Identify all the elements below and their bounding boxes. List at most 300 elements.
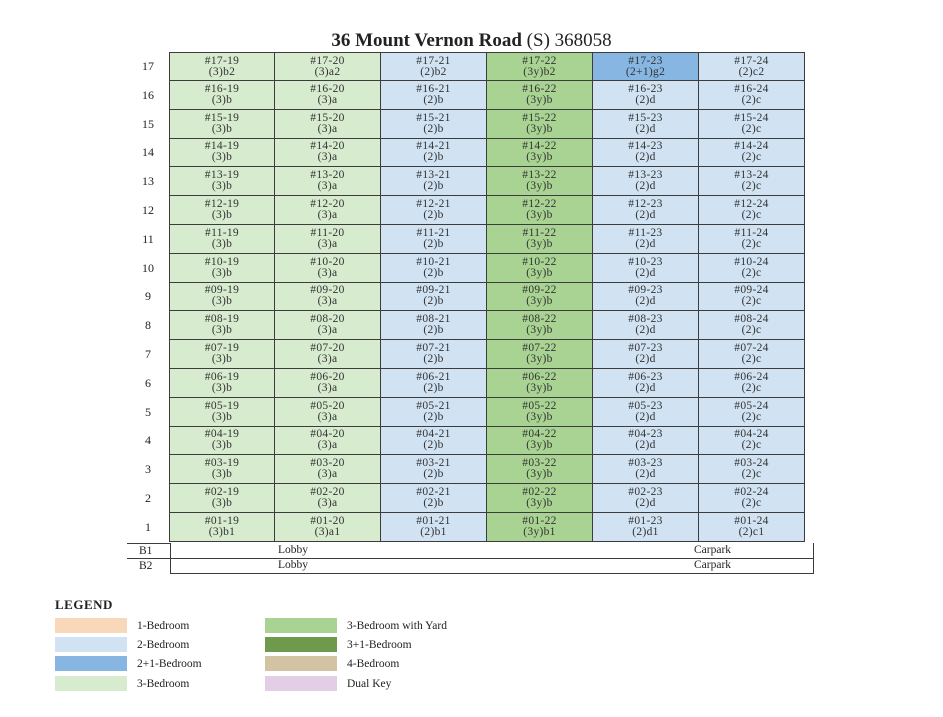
unit-number: #11-19 [205,226,239,239]
unit-number: #13-20 [310,169,345,182]
unit-type: (3y)b [526,237,553,250]
unit-cell [275,398,381,427]
unit-number: #05-21 [416,399,451,412]
unit-type: (2)c [741,381,762,394]
unit-type: (2)b [423,180,444,193]
floor-label: 7 [145,347,151,362]
legend-label: Dual Key [347,677,392,690]
unit-number: #14-24 [734,140,769,153]
unit-type: (2)c2 [738,65,765,78]
title-name: 36 Mount Vernon Road [331,30,522,51]
unit-type: (3)a [317,180,338,193]
unit-type: (2)b [423,410,444,423]
unit-number: #14-20 [310,140,345,153]
floor-row [127,81,805,110]
unit-number: #11-24 [734,226,769,239]
unit-cell [487,311,593,340]
legend-swatch [265,637,337,652]
unit-type: (2)d [635,122,656,135]
unit-type: (2)c [741,180,762,193]
unit-cell [593,139,699,168]
unit-cell [593,110,699,139]
unit-number: #11-23 [628,226,663,239]
floor-row [127,369,805,398]
unit-cell [381,484,487,513]
unit-type: (3)b [211,497,233,510]
unit-cell [275,52,381,81]
unit-type: (2)b [423,93,444,106]
unit-cell [593,455,699,484]
unit-cell [275,340,381,369]
unit-type: (3)b [211,295,233,308]
unit-type: (3)a [317,151,338,164]
unit-cell [381,369,487,398]
floor-row [127,398,805,427]
unit-type: (2)b [423,497,444,510]
unit-number: #12-23 [628,198,663,211]
unit-type: (3)b [211,93,233,106]
unit-cell [487,167,593,196]
unit-cell [381,139,487,168]
unit-number: #08-19 [204,313,240,326]
unit-type: (2)b [423,295,444,308]
unit-cell [593,427,699,456]
unit-cell [169,484,275,513]
unit-type: (3)b [211,468,233,481]
unit-type: (3y)b [526,439,553,452]
floor-row [127,513,805,542]
unit-number: #14-21 [416,140,451,153]
unit-number: #01-24 [734,514,769,527]
unit-number: #07-20 [310,342,345,355]
unit-cell [169,427,275,456]
unit-number: #05-24 [734,399,769,412]
unit-type: (3)a [317,324,338,337]
unit-number: #17-22 [522,54,557,67]
unit-type: (2)d [635,324,656,337]
floor-label: 11 [142,231,154,246]
unit-cell [593,398,699,427]
unit-type: (3y)b [526,410,553,423]
unit-cell [381,52,487,81]
unit-number: #12-19 [204,198,240,211]
floor-row [127,484,805,513]
unit-number: #03-20 [310,457,345,470]
unit-number: #02-22 [522,486,557,499]
unit-cell [381,427,487,456]
floor-label: 8 [145,318,151,333]
unit-type: (2)d [635,237,656,250]
unit-number: #07-23 [628,342,663,355]
unit-cell [169,139,275,168]
unit-number: #17-23 [628,54,663,67]
unit-type: (2)b2 [420,65,447,78]
unit-cell [275,167,381,196]
unit-number: #01-21 [416,514,451,527]
unit-type: (3)a [317,93,338,106]
divider [127,558,171,559]
unit-type: (3)a [317,209,338,222]
unit-cell [593,340,699,369]
unit-number: #15-24 [734,111,769,124]
unit-cell [169,167,275,196]
title-district: (S) [526,30,550,51]
unit-cell [275,427,381,456]
floor-label: 5 [145,404,151,419]
unit-cell [169,110,275,139]
legend-item [265,676,391,691]
unit-type: (2)c [741,410,762,423]
unit-cell [699,455,805,484]
unit-cell [593,484,699,513]
unit-type: (3y)b1 [523,525,556,538]
unit-number: #13-21 [416,169,451,182]
unit-type: (2)d [635,151,656,164]
unit-number: #07-19 [204,342,240,355]
legend-swatch [265,676,337,691]
unit-cell [381,254,487,283]
unit-number: #02-23 [628,486,663,499]
unit-cell [593,254,699,283]
unit-type: (3)a [317,381,338,394]
legend-label: 2+1-Bedroom [137,657,202,670]
floor-row [127,283,805,312]
legend-swatch [55,656,127,671]
unit-number: #03-24 [734,457,769,470]
unit-type: (3)a [317,353,338,366]
unit-type: (2)c [741,295,762,308]
unit-cell [593,167,699,196]
unit-type: (2)b [423,122,444,135]
unit-type: (2)d [635,497,656,510]
unit-number: #04-24 [734,428,769,441]
unit-type: (2)b [423,353,444,366]
unit-number: #13-24 [734,169,769,182]
unit-number: #10-22 [522,255,557,268]
unit-number: #01-20 [310,514,345,527]
unit-cell [699,225,805,254]
unit-number: #05-19 [204,399,240,412]
legend-label: 1-Bedroom [137,619,190,632]
unit-cell [275,513,381,542]
unit-cell [381,225,487,254]
unit-number: #03-21 [416,457,451,470]
unit-cell [169,311,275,340]
unit-number: #10-24 [734,255,769,268]
unit-cell [381,311,487,340]
unit-number: #17-24 [734,54,769,67]
unit-cell [699,167,805,196]
divider [127,543,171,544]
unit-type: (3)a [317,237,338,250]
unit-type: (2)d [635,439,656,452]
unit-type: (2)b [423,151,444,164]
unit-type: (2)d [635,468,656,481]
unit-cell [487,513,593,542]
unit-cell [169,369,275,398]
unit-number: #08-24 [734,313,769,326]
unit-cell [381,110,487,139]
unit-type: (2)b [423,266,444,279]
unit-cell [699,254,805,283]
unit-number: #17-21 [416,54,451,67]
unit-number: #09-24 [734,284,769,297]
unit-number: #06-23 [628,370,663,383]
unit-number: #03-23 [628,457,663,470]
unit-type: (3y)b [526,381,553,394]
unit-cell [487,340,593,369]
basement-lobby: Lobby [278,559,309,571]
floor-label: 2 [145,491,151,506]
unit-number: #07-22 [522,342,557,355]
unit-cell [699,196,805,225]
legend-swatch [55,618,127,633]
unit-cell [487,225,593,254]
floor-row [127,52,805,81]
unit-type: (2)d [635,209,656,222]
unit-cell [699,513,805,542]
unit-cell [275,283,381,312]
unit-number: #10-21 [416,255,451,268]
unit-type: (2)b [423,324,444,337]
unit-type: (3y)b [526,93,553,106]
unit-cell [381,398,487,427]
legend-label: 3-Bedroom [137,677,190,690]
legend-item [265,618,447,633]
unit-number: #13-22 [522,169,557,182]
unit-cell [487,455,593,484]
unit-number: #10-23 [628,255,663,268]
floor-label: 13 [142,174,154,189]
unit-type: (3)b [211,209,233,222]
unit-number: #03-22 [522,457,557,470]
unit-cell [593,311,699,340]
floor-row [127,225,805,254]
basement-carpark: Carpark [694,544,732,556]
unit-number: #10-20 [310,255,345,268]
unit-number: #02-19 [204,486,240,499]
unit-number: #06-21 [416,370,451,383]
unit-type: (3y)b [526,353,553,366]
floor-row [127,110,805,139]
legend-label: 2-Bedroom [137,638,190,651]
legend-item [55,676,189,691]
unit-number: #04-20 [310,428,345,441]
unit-type: (2)d [635,180,656,193]
unit-number: #15-21 [416,111,451,124]
unit-type: (3)b [211,151,233,164]
floor-row [127,254,805,283]
legend-label: 3-Bedroom with Yard [347,619,447,632]
unit-number: #16-20 [310,82,345,95]
title-postal: 368058 [554,30,612,51]
unit-number: #02-21 [416,486,451,499]
unit-cell [275,254,381,283]
unit-cell [593,81,699,110]
floor-row [127,311,805,340]
unit-type: (3)b [211,410,233,423]
legend-swatch [55,676,127,691]
legend-label: 4-Bedroom [347,657,400,670]
unit-type: (2)d1 [632,525,659,538]
floor-label: 10 [142,260,154,275]
unit-number: #17-19 [204,54,240,67]
unit-type: (2+1)g2 [625,65,666,78]
unit-cell [275,110,381,139]
basement-row-b1 [127,543,814,559]
unit-type: (2)b [423,381,444,394]
unit-number: #14-23 [628,140,663,153]
unit-cell [699,340,805,369]
unit-cell [487,427,593,456]
unit-cell [275,311,381,340]
unit-type: (3y)b [526,122,553,135]
unit-cell [487,81,593,110]
unit-cell [487,254,593,283]
unit-cell [169,254,275,283]
unit-number: #12-22 [522,198,557,211]
unit-cell [169,513,275,542]
unit-cell [381,455,487,484]
unit-cell [169,283,275,312]
unit-number: #12-21 [416,198,451,211]
unit-cell [381,513,487,542]
unit-number: #14-22 [522,140,557,153]
unit-number: #07-21 [416,342,451,355]
unit-type: (3)a [317,410,338,423]
unit-cell [593,369,699,398]
unit-number: #09-19 [204,284,240,297]
unit-number: #01-23 [628,514,663,527]
unit-type: (2)b1 [420,525,447,538]
unit-type: (3)b [211,324,233,337]
floor-row [127,139,805,168]
unit-number: #06-22 [522,370,557,383]
unit-type: (3)b [211,353,233,366]
unit-type: (3y)b [526,324,553,337]
unit-number: #14-19 [204,140,240,153]
floor-label: 9 [145,289,151,304]
unit-type: (2)d [635,93,656,106]
unit-cell [381,196,487,225]
unit-type: (3)a [317,122,338,135]
unit-number: #06-20 [310,370,345,383]
unit-number: #16-24 [734,82,769,95]
floor-label: 16 [142,87,154,102]
legend-title: LEGEND [55,597,113,612]
floor-label: 3 [145,462,151,477]
unit-cell [699,139,805,168]
unit-cell [169,196,275,225]
unit-type: (2)b [423,237,444,250]
unit-number: #12-20 [310,198,345,211]
unit-number: #06-19 [204,370,240,383]
unit-number: #04-22 [522,428,557,441]
unit-number: #09-20 [310,284,345,297]
unit-cell [699,110,805,139]
unit-type: (2)c [741,122,762,135]
unit-type: (3)b [211,439,233,452]
unit-type: (2)d [635,410,656,423]
unit-cell [699,398,805,427]
unit-cell [699,369,805,398]
unit-number: #09-22 [522,284,557,297]
unit-cell [275,81,381,110]
basement-lobby: Lobby [278,544,309,556]
unit-number: #12-24 [734,198,769,211]
unit-number: #05-22 [522,399,557,412]
floor-label: 15 [142,116,154,131]
unit-number: #15-20 [310,111,345,124]
floor-label: 4 [145,433,151,448]
unit-cell [169,455,275,484]
unit-cell [593,225,699,254]
unit-number: #16-22 [522,82,557,95]
unit-type: (3y)b [526,266,553,279]
unit-number: #15-23 [628,111,663,124]
floor-label: 1 [145,519,151,534]
unit-type: (3)a [317,439,338,452]
unit-type: (3)a1 [314,525,341,538]
unit-type: (3y)b [526,468,553,481]
unit-type: (2)d [635,295,656,308]
unit-cell [169,398,275,427]
unit-number: #08-22 [522,313,557,326]
unit-cell [381,283,487,312]
floor-label: 12 [142,203,154,218]
floor-label: 14 [142,145,154,160]
unit-number: #11-20 [310,226,345,239]
unit-type: (2)d [635,353,656,366]
unit-type: (2)c1 [738,525,765,538]
unit-cell [699,283,805,312]
legend-label: 3+1-Bedroom [347,638,412,651]
unit-cell [487,196,593,225]
unit-type: (2)c [741,93,762,106]
unit-number: #15-19 [204,111,240,124]
unit-cell [487,139,593,168]
unit-type: (2)b [423,209,444,222]
unit-type: (3y)b2 [523,65,556,78]
basement-level: B1 [139,545,153,557]
unit-cell [699,81,805,110]
unit-cell [169,340,275,369]
unit-type: (2)c [741,266,762,279]
unit-type: (2)d [635,266,656,279]
unit-number: #15-22 [522,111,557,124]
unit-number: #01-19 [204,514,240,527]
unit-number: #11-21 [416,226,451,239]
floor-row [127,427,805,456]
unit-number: #16-23 [628,82,663,95]
unit-number: #04-21 [416,428,451,441]
unit-cell [381,167,487,196]
unit-type: (3y)b [526,180,553,193]
unit-cell [593,52,699,81]
unit-number: #04-23 [628,428,663,441]
unit-cell [381,81,487,110]
unit-cell [593,513,699,542]
legend-swatch [265,618,337,633]
unit-cell [699,484,805,513]
legend-item [55,656,202,671]
basement-row-b2 [127,558,814,574]
unit-type: (3y)b [526,295,553,308]
unit-number: #08-20 [310,313,345,326]
unit-cell [275,139,381,168]
unit-number: #03-19 [204,457,240,470]
unit-type: (3y)b [526,497,553,510]
